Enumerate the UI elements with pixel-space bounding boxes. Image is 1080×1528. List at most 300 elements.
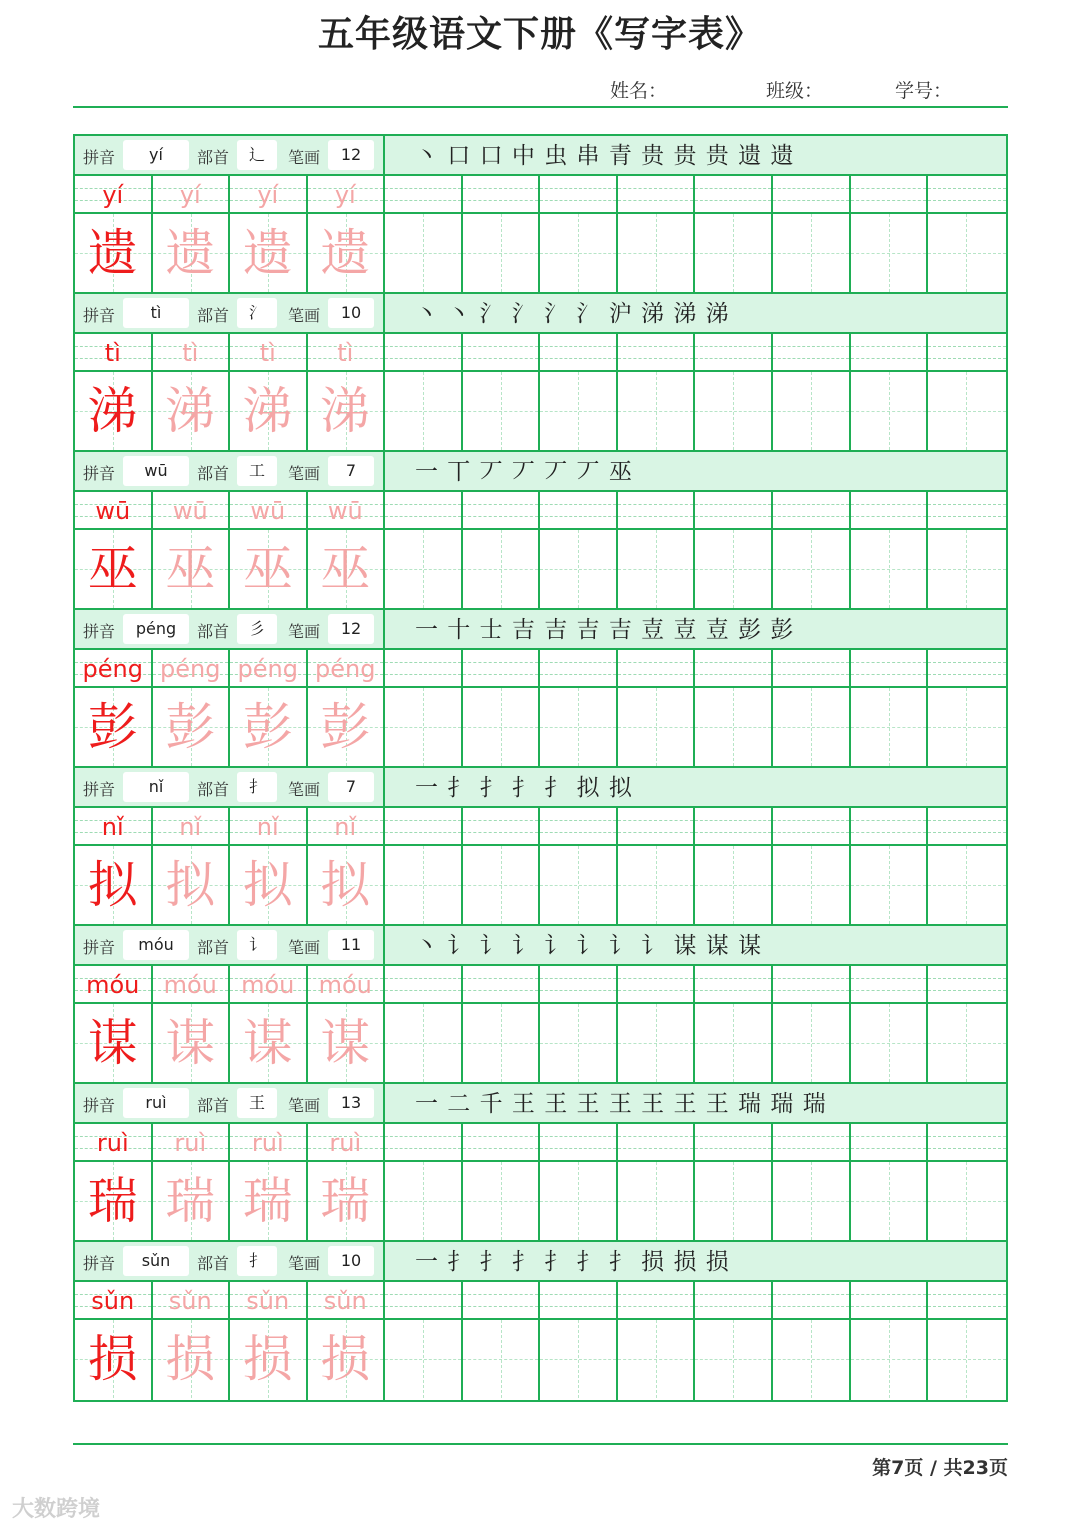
trace-cell xyxy=(230,492,308,610)
stroke-order-sequence: 一 扌 扌 扌 扌 拟 拟 xyxy=(415,775,633,801)
practice-cell[interactable] xyxy=(618,176,696,294)
char-header xyxy=(75,1242,1006,1282)
pinyin-writing-box xyxy=(928,808,1006,846)
hanzi-writing-box xyxy=(618,688,694,766)
hanzi-box: 遗 xyxy=(308,214,384,292)
practice-cell[interactable] xyxy=(695,334,773,452)
radical-label: 部首 xyxy=(197,464,230,483)
practice-cell[interactable] xyxy=(463,1282,541,1400)
radical-value: 扌 xyxy=(237,772,277,802)
stroke-count-label: 笔画 xyxy=(288,938,321,957)
hanzi-box: 谋 xyxy=(230,1004,306,1082)
hanzi-writing-box xyxy=(463,1004,539,1082)
stroke-order-sequence: 一 丅 丆 丆 丆 丆 巫 xyxy=(415,459,633,485)
pinyin-writing-box xyxy=(463,808,539,846)
practice-cell[interactable] xyxy=(463,808,541,926)
pinyin-writing-box xyxy=(928,1124,1006,1162)
pinyin-writing-box xyxy=(773,966,849,1004)
hanzi-writing-box xyxy=(695,688,771,766)
practice-cell[interactable] xyxy=(618,966,696,1084)
hanzi-box: 涕 xyxy=(75,372,151,450)
radical-label: 部首 xyxy=(197,148,230,167)
trace-cell xyxy=(308,176,386,294)
practice-cell[interactable] xyxy=(385,492,463,610)
pinyin-writing-box xyxy=(618,492,694,530)
pinyin-box: tì xyxy=(75,334,151,372)
pinyin-writing-box xyxy=(773,650,849,688)
pinyin-value: péng xyxy=(123,614,189,644)
practice-cell[interactable] xyxy=(928,176,1006,294)
hanzi-writing-box xyxy=(618,846,694,924)
stroke-count-label: 笔画 xyxy=(288,148,321,167)
hanzi-writing-box xyxy=(851,688,927,766)
practice-cell[interactable] xyxy=(618,492,696,610)
char-meta xyxy=(75,610,385,648)
stroke-order-sequence: 丶 讠 讠 讠 讠 讠 讠 讠 谋 谋 谋 xyxy=(415,933,763,959)
hanzi-writing-box xyxy=(540,1320,616,1398)
pinyin-label: 拼音 xyxy=(83,306,116,325)
hanzi-writing-box xyxy=(618,372,694,450)
pinyin-label: 拼音 xyxy=(83,148,116,167)
model-row xyxy=(75,176,385,294)
practice-cell[interactable] xyxy=(540,966,618,1084)
practice-cell[interactable] xyxy=(928,650,1006,768)
pinyin-value: ruì xyxy=(123,1088,189,1118)
radical-value: 辶 xyxy=(237,140,277,170)
hanzi-box: 损 xyxy=(153,1320,229,1398)
pinyin-label: 拼音 xyxy=(83,938,116,957)
practice-cell[interactable] xyxy=(540,492,618,610)
practice-cell[interactable] xyxy=(851,966,929,1084)
pinyin-writing-box xyxy=(540,1282,616,1320)
hanzi-box: 涕 xyxy=(230,372,306,450)
hanzi-writing-box xyxy=(928,1162,1006,1240)
pinyin-writing-box xyxy=(851,808,927,846)
pinyin-writing-box xyxy=(463,650,539,688)
pinyin-writing-box xyxy=(540,966,616,1004)
pinyin-writing-box xyxy=(773,808,849,846)
trace-cell xyxy=(230,966,308,1084)
stroke-count-value: 10 xyxy=(328,1246,374,1276)
model-cell xyxy=(75,492,153,610)
hanzi-writing-box xyxy=(695,1004,771,1082)
radical-value: 王 xyxy=(237,1088,277,1118)
stroke-count-value: 7 xyxy=(328,772,374,802)
hanzi-writing-box xyxy=(540,1162,616,1240)
char-block xyxy=(75,1242,1006,1400)
practice-cell[interactable] xyxy=(618,1282,696,1400)
practice-cell[interactable] xyxy=(695,650,773,768)
stroke-count-label: 笔画 xyxy=(288,464,321,483)
practice-cell[interactable] xyxy=(618,650,696,768)
model-row xyxy=(75,650,385,768)
pinyin-writing-box xyxy=(695,808,771,846)
pinyin-box: móu xyxy=(308,966,384,1004)
pinyin-box: péng xyxy=(153,650,229,688)
pinyin-label: 拼音 xyxy=(83,622,116,641)
hanzi-writing-box xyxy=(540,214,616,292)
hanzi-writing-box xyxy=(463,372,539,450)
pinyin-box: ruì xyxy=(75,1124,151,1162)
hanzi-writing-box xyxy=(463,530,539,608)
hanzi-writing-box xyxy=(463,1162,539,1240)
practice-cell[interactable] xyxy=(463,176,541,294)
char-header xyxy=(75,136,1006,176)
practice-cell[interactable] xyxy=(773,650,851,768)
pinyin-writing-box xyxy=(385,176,461,214)
model-cell xyxy=(75,650,153,768)
practice-cell[interactable] xyxy=(851,334,929,452)
stroke-count-value: 12 xyxy=(328,614,374,644)
char-header xyxy=(75,610,1006,650)
pinyin-writing-box xyxy=(618,1124,694,1162)
char-block xyxy=(75,768,1006,926)
hanzi-writing-box xyxy=(928,846,1006,924)
practice-cell[interactable] xyxy=(695,176,773,294)
practice-cell[interactable] xyxy=(540,176,618,294)
trace-cell xyxy=(308,1282,386,1400)
pinyin-label: 拼音 xyxy=(83,1254,116,1273)
student-number-label: 学号： xyxy=(895,80,953,102)
stroke-order-sequence: 一 扌 扌 扌 扌 扌 扌 损 损 损 xyxy=(415,1249,730,1275)
pinyin-writing-box xyxy=(695,492,771,530)
pinyin-box: wū xyxy=(153,492,229,530)
char-block xyxy=(75,294,1006,452)
pinyin-box: móu xyxy=(230,966,306,1004)
pinyin-writing-box xyxy=(618,808,694,846)
hanzi-writing-box xyxy=(773,846,849,924)
hanzi-writing-box xyxy=(851,846,927,924)
hanzi-writing-box xyxy=(851,1162,927,1240)
practice-cell[interactable] xyxy=(773,808,851,926)
hanzi-writing-box xyxy=(618,1320,694,1398)
char-meta xyxy=(75,1242,385,1280)
pinyin-writing-box xyxy=(928,492,1006,530)
practice-cell[interactable] xyxy=(618,334,696,452)
radical-value: 氵 xyxy=(237,298,277,328)
footer-divider xyxy=(73,1443,1008,1445)
hanzi-writing-box xyxy=(928,688,1006,766)
practice-cell[interactable] xyxy=(851,176,929,294)
pinyin-box: yí xyxy=(230,176,306,214)
pinyin-writing-box xyxy=(463,1282,539,1320)
practice-cell[interactable] xyxy=(385,176,463,294)
practice-cell[interactable] xyxy=(463,1124,541,1242)
pinyin-box: sǔn xyxy=(308,1282,384,1320)
model-row xyxy=(75,808,385,926)
practice-cell[interactable] xyxy=(928,334,1006,452)
model-cell xyxy=(75,1124,153,1242)
hanzi-writing-box xyxy=(540,846,616,924)
practice-cell[interactable] xyxy=(695,966,773,1084)
stroke-count-value: 13 xyxy=(328,1088,374,1118)
radical-label: 部首 xyxy=(197,622,230,641)
practice-cell[interactable] xyxy=(695,492,773,610)
model-cell xyxy=(75,1282,153,1400)
hanzi-writing-box xyxy=(385,846,461,924)
trace-cell xyxy=(230,650,308,768)
practice-row xyxy=(385,492,1006,610)
model-row xyxy=(75,966,385,1084)
char-header xyxy=(75,452,1006,492)
hanzi-writing-box xyxy=(618,1162,694,1240)
hanzi-writing-box xyxy=(928,214,1006,292)
practice-cell[interactable] xyxy=(773,176,851,294)
pinyin-writing-box xyxy=(773,1124,849,1162)
hanzi-box: 拟 xyxy=(153,846,229,924)
hanzi-writing-box xyxy=(695,214,771,292)
pinyin-box: ruì xyxy=(308,1124,384,1162)
pinyin-writing-box xyxy=(385,650,461,688)
hanzi-writing-box xyxy=(540,1004,616,1082)
stroke-count-label: 笔画 xyxy=(288,1096,321,1115)
trace-cell xyxy=(153,966,231,1084)
practice-cell[interactable] xyxy=(695,1282,773,1400)
practice-cell[interactable] xyxy=(928,966,1006,1084)
pinyin-box: tì xyxy=(230,334,306,372)
model-cell xyxy=(75,808,153,926)
radical-value: 彡 xyxy=(237,614,277,644)
trace-cell xyxy=(308,334,386,452)
pinyin-writing-box xyxy=(773,492,849,530)
practice-cell[interactable] xyxy=(385,334,463,452)
hanzi-writing-box xyxy=(773,530,849,608)
hanzi-writing-box xyxy=(695,1320,771,1398)
page-title: 五年级语文下册《写字表》 xyxy=(317,14,762,55)
trace-cell xyxy=(308,492,386,610)
pinyin-writing-box xyxy=(540,176,616,214)
practice-row xyxy=(385,808,1006,926)
practice-cell[interactable] xyxy=(851,1282,929,1400)
pinyin-writing-box xyxy=(695,1124,771,1162)
hanzi-box: 彭 xyxy=(153,688,229,766)
page-number: 第7页 / 共23页 xyxy=(872,1457,1008,1479)
name-label: 姓名： xyxy=(610,80,668,102)
hanzi-box: 谋 xyxy=(75,1004,151,1082)
practice-cell[interactable] xyxy=(695,808,773,926)
hanzi-writing-box xyxy=(463,214,539,292)
stroke-count-value: 10 xyxy=(328,298,374,328)
char-meta xyxy=(75,136,385,174)
practice-cell[interactable] xyxy=(928,808,1006,926)
hanzi-writing-box xyxy=(773,1320,849,1398)
trace-cell xyxy=(153,808,231,926)
header-divider xyxy=(73,106,1008,108)
pinyin-writing-box xyxy=(618,334,694,372)
radical-label: 部首 xyxy=(197,306,230,325)
hanzi-writing-box xyxy=(385,1004,461,1082)
trace-cell xyxy=(308,1124,386,1242)
hanzi-box: 巫 xyxy=(75,530,151,608)
pinyin-writing-box xyxy=(540,1124,616,1162)
practice-cell[interactable] xyxy=(618,808,696,926)
pinyin-box: nǐ xyxy=(230,808,306,846)
model-cell xyxy=(75,966,153,1084)
pinyin-value: sǔn xyxy=(123,1246,189,1276)
pinyin-writing-box xyxy=(773,334,849,372)
hanzi-box: 拟 xyxy=(230,846,306,924)
hanzi-box: 损 xyxy=(230,1320,306,1398)
practice-cell[interactable] xyxy=(773,966,851,1084)
hanzi-writing-box xyxy=(385,1320,461,1398)
hanzi-box: 瑞 xyxy=(75,1162,151,1240)
practice-cell[interactable] xyxy=(463,492,541,610)
hanzi-box: 遗 xyxy=(75,214,151,292)
practice-cell[interactable] xyxy=(540,808,618,926)
hanzi-writing-box xyxy=(851,530,927,608)
practice-cell[interactable] xyxy=(385,966,463,1084)
trace-cell xyxy=(153,1124,231,1242)
pinyin-writing-box xyxy=(851,650,927,688)
char-block xyxy=(75,926,1006,1084)
pinyin-box: móu xyxy=(75,966,151,1004)
trace-cell xyxy=(153,334,231,452)
pinyin-box: péng xyxy=(308,650,384,688)
pinyin-box: nǐ xyxy=(308,808,384,846)
trace-cell xyxy=(308,808,386,926)
hanzi-writing-box xyxy=(618,1004,694,1082)
char-meta xyxy=(75,294,385,332)
practice-cell[interactable] xyxy=(851,492,929,610)
practice-cell[interactable] xyxy=(851,650,929,768)
model-row xyxy=(75,1282,385,1400)
char-header xyxy=(75,294,1006,334)
pinyin-writing-box xyxy=(695,650,771,688)
hanzi-writing-box xyxy=(928,530,1006,608)
pinyin-value: tì xyxy=(123,298,189,328)
hanzi-writing-box xyxy=(463,846,539,924)
trace-cell xyxy=(230,334,308,452)
watermark: 大数跨境 xyxy=(12,1497,101,1522)
stroke-order-sequence: 一 十 士 吉 吉 吉 吉 壴 壴 壴 彭 彭 xyxy=(415,617,795,643)
practice-cell[interactable] xyxy=(695,1124,773,1242)
practice-cell[interactable] xyxy=(851,808,929,926)
practice-cell[interactable] xyxy=(773,1282,851,1400)
pinyin-writing-box xyxy=(851,334,927,372)
hanzi-writing-box xyxy=(773,214,849,292)
hanzi-box: 拟 xyxy=(75,846,151,924)
hanzi-writing-box xyxy=(928,372,1006,450)
practice-cell[interactable] xyxy=(773,1124,851,1242)
radical-label: 部首 xyxy=(197,1096,230,1115)
pinyin-value: wū xyxy=(123,456,189,486)
radical-label: 部首 xyxy=(197,938,230,957)
hanzi-writing-box xyxy=(695,372,771,450)
pinyin-writing-box xyxy=(540,808,616,846)
pinyin-label: 拼音 xyxy=(83,780,116,799)
hanzi-writing-box xyxy=(385,214,461,292)
pinyin-writing-box xyxy=(773,1282,849,1320)
pinyin-value: móu xyxy=(123,930,189,960)
hanzi-box: 瑞 xyxy=(230,1162,306,1240)
practice-cell[interactable] xyxy=(928,1282,1006,1400)
hanzi-box: 拟 xyxy=(308,846,384,924)
pinyin-box: sǔn xyxy=(153,1282,229,1320)
practice-cell[interactable] xyxy=(618,1124,696,1242)
practice-cell[interactable] xyxy=(928,1124,1006,1242)
pinyin-writing-box xyxy=(928,650,1006,688)
hanzi-writing-box xyxy=(618,214,694,292)
trace-cell xyxy=(230,176,308,294)
practice-row xyxy=(385,176,1006,294)
hanzi-writing-box xyxy=(540,530,616,608)
model-row xyxy=(75,492,385,610)
model-cell xyxy=(75,176,153,294)
practice-cell[interactable] xyxy=(540,1124,618,1242)
pinyin-writing-box xyxy=(695,966,771,1004)
hanzi-box: 谋 xyxy=(153,1004,229,1082)
hanzi-box: 彭 xyxy=(75,688,151,766)
pinyin-writing-box xyxy=(851,1124,927,1162)
pinyin-writing-box xyxy=(385,966,461,1004)
stroke-order-sequence: 丶 口 口 中 虫 串 青 贵 贵 贵 遗 遗 xyxy=(415,143,795,169)
practice-cell[interactable] xyxy=(385,1282,463,1400)
practice-cell[interactable] xyxy=(540,1282,618,1400)
pinyin-box: tì xyxy=(153,334,229,372)
hanzi-writing-box xyxy=(773,1162,849,1240)
pinyin-writing-box xyxy=(463,334,539,372)
trace-cell xyxy=(153,176,231,294)
model-cell xyxy=(75,334,153,452)
trace-cell xyxy=(230,1124,308,1242)
char-header xyxy=(75,768,1006,808)
pinyin-box: yí xyxy=(75,176,151,214)
hanzi-writing-box xyxy=(695,1162,771,1240)
practice-cell[interactable] xyxy=(540,650,618,768)
hanzi-writing-box xyxy=(851,1004,927,1082)
practice-cell[interactable] xyxy=(851,1124,929,1242)
practice-cell[interactable] xyxy=(385,808,463,926)
practice-cell[interactable] xyxy=(463,650,541,768)
pinyin-writing-box xyxy=(618,1282,694,1320)
practice-cell[interactable] xyxy=(773,492,851,610)
pinyin-writing-box xyxy=(928,966,1006,1004)
hanzi-box: 瑞 xyxy=(153,1162,229,1240)
practice-cell[interactable] xyxy=(463,966,541,1084)
radical-value: 工 xyxy=(237,456,277,486)
practice-row xyxy=(385,966,1006,1084)
char-block xyxy=(75,1084,1006,1242)
pinyin-writing-box xyxy=(463,1124,539,1162)
trace-cell xyxy=(230,1282,308,1400)
pinyin-writing-box xyxy=(618,176,694,214)
pinyin-box: nǐ xyxy=(75,808,151,846)
stroke-count-value: 11 xyxy=(328,930,374,960)
practice-cell[interactable] xyxy=(773,334,851,452)
radical-label: 部首 xyxy=(197,780,230,799)
pinyin-writing-box xyxy=(385,334,461,372)
writing-sheet xyxy=(73,134,1008,1402)
practice-cell[interactable] xyxy=(540,334,618,452)
hanzi-writing-box xyxy=(773,688,849,766)
stroke-count-label: 笔画 xyxy=(288,1254,321,1273)
pinyin-box: nǐ xyxy=(153,808,229,846)
hanzi-writing-box xyxy=(928,1320,1006,1398)
hanzi-writing-box xyxy=(385,530,461,608)
trace-cell xyxy=(308,966,386,1084)
pinyin-value: yí xyxy=(123,140,189,170)
practice-cell[interactable] xyxy=(928,492,1006,610)
pinyin-writing-box xyxy=(928,334,1006,372)
practice-cell[interactable] xyxy=(463,334,541,452)
char-block xyxy=(75,452,1006,610)
pinyin-writing-box xyxy=(385,1282,461,1320)
practice-cell[interactable] xyxy=(385,1124,463,1242)
char-meta xyxy=(75,1084,385,1122)
practice-row xyxy=(385,1282,1006,1400)
pinyin-writing-box xyxy=(851,966,927,1004)
practice-cell[interactable] xyxy=(385,650,463,768)
